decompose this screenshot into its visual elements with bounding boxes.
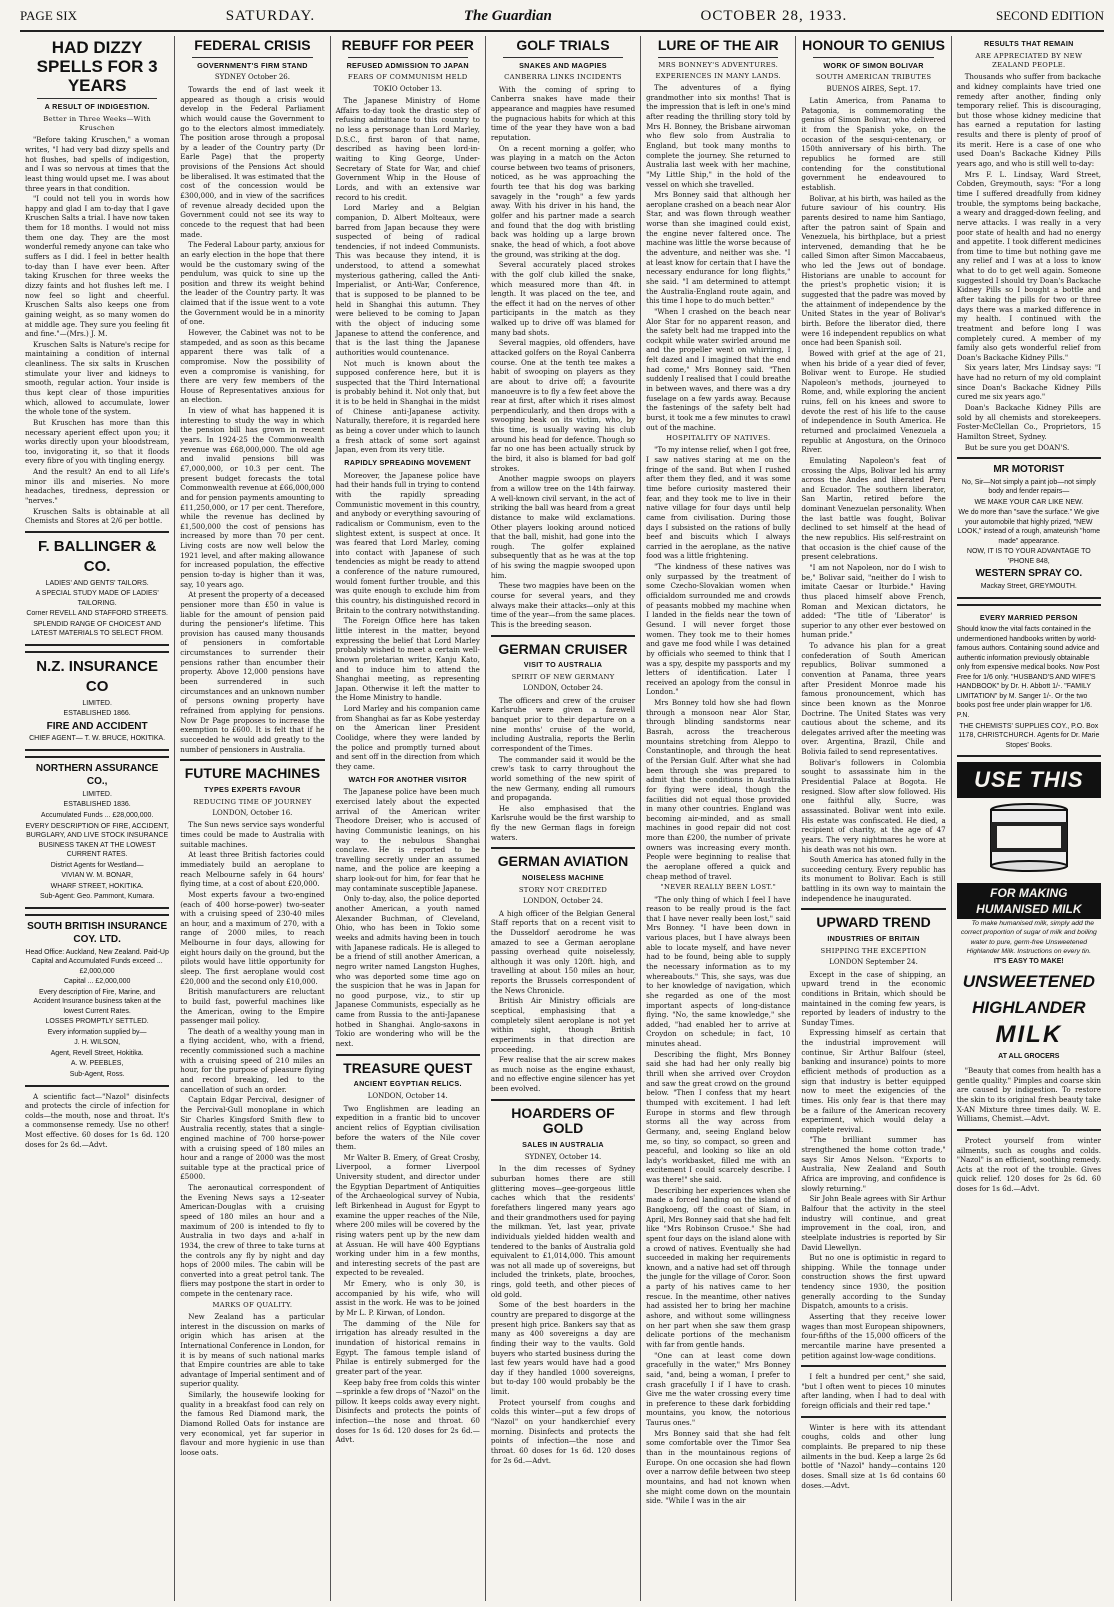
subheading: SOUTH AMERICAN TRIBUTES xyxy=(815,73,932,82)
paragraph: At least three British factories could immediately build an aeroplane to reach Melbourne safely in 64 hours' flying time, at a cost of about £20,000. xyxy=(180,850,325,889)
paragraph: Similarly, the housewife looking for quality in a breakfast food can rely on the famous Red Diamond mark, the Diamond Rolled Oats for instance are very economical, yet far superior in flavour and more hygienic in use than loose oats. xyxy=(180,1390,325,1457)
brand-name: MILK xyxy=(995,1020,1063,1048)
subheading: WATCH FOR ANOTHER VISITOR xyxy=(348,774,467,784)
paragraph: Bolivar, at his birth, was hailed as the future saviour of his country. His parents desired to name him Santiago, after the patron saint of Spain and Venezuela, his birthplace, but a priest intervened, demanding that he be called Simon after Simon Maccabaeus, who led the Jews out of bondage. Historians are unable to account for the priest's prophetic vision; it is suggested that the padre was moved by the attainment of independence by the United States in the year of Bolivar's birth. Before the liberator died, there were 16 independent republics on what once had been Spanish soil. xyxy=(801,193,946,348)
divider xyxy=(180,759,324,761)
ad-line: Every description of Fire, Marine, and Accident Insurance business taken at the lowest Current Rates. xyxy=(33,988,161,1015)
masthead-date: OCTOBER 28, 1933. xyxy=(700,8,848,24)
paragraph: Doan's Backache Kidney Pills are sold by all chemists and storekeepers. Foster-McClellan Co., Proprietors, 15 Hamilton Street, Sydney. xyxy=(956,403,1101,441)
ad-line: LADIES' AND GENTS' TAILORS. xyxy=(45,579,149,587)
paragraph: The Foreign Office here has taken little interest in the matter, beyond expressing the belief that Lord Marley probably wished to meet a certain well-known proletarian writer, Kanju Kato, and to induce him to attend the Shanghai meeting, as representing Japan. Otherwise it left the matter to the Home Ministry to handle. xyxy=(335,616,480,703)
paragraph: Mr Walter B. Emery, of Great Crosby, Liverpool, a former Liverpool University student, and director under the Egyptian Department of Antiquities of the Archaeological survey of Nubia, left Birkenhead in August for Egypt to examine the upper reaches of the Nile, where 200 miles will be covered by the rising waters pent up by the new dam at Assuan. He will have 400 Egyptians working under him in a few months, and interesting secrets of the past are expected to be revealed. xyxy=(335,1152,480,1278)
paragraph: Except in the case of shipping, an upward trend in the economic conditions in Britain, which should be maintained in the coming few years, is reported by leaders of industry to the Sunday Times. xyxy=(801,969,946,1027)
subheading: A RESULT OF INDIGESTION. xyxy=(44,102,150,112)
paragraph: Two Englishmen are leading an expedition in a frantic bid to uncover ancient relics of Egyptian civilisation before the waters of the Nile cover them. xyxy=(335,1103,480,1152)
article-body xyxy=(491,696,635,843)
dateline: LONDON, October 24. xyxy=(522,684,603,693)
ad-line: Every information supplied by— xyxy=(47,1028,147,1036)
subheading: SHIPPING THE EXCEPTION xyxy=(820,946,927,955)
paragraph: Mr Emery, who is only 30, is accompanied by his wife, who will assist in the work. He was to be joined by Mr L. P. Kirwan, of London. xyxy=(335,1279,480,1318)
subheading: HOSPITALITY OF NATIVES. xyxy=(666,434,771,443)
dateline: TOKIO October 13. xyxy=(373,84,442,93)
ad-line: Sub-Agent: Geo. Pammont, Kumara. xyxy=(39,893,155,901)
ad-line: Sub-Agent, Ross. xyxy=(69,1071,125,1078)
article-body xyxy=(180,85,324,754)
paragraph: Mrs Bonney told how she had flown through a monsoon near Alor Star, through blinding sandstorms near Basrah, across the treacherous mountains stretching from Aleppo to Constantinople, and through the heat of the Persian Gulf. After what she had been through she was prepared to admit that the conditions in Australia for flying were ideal, though the facilities did not equal those provided in many other countries. England was becoming air-minded, and as small machines in good repair did not cost more than £200, the number of private owners was increasing every month. People were beginning to realise that the aeroplane offered a quick and cheap method of travel. xyxy=(646,698,791,881)
ad-ballinger xyxy=(25,531,169,646)
paragraph: Captain Edgar Percival, designer of the Percival-Gull monoplane in which Sir Charles Kingsford Smith flew to Australia recently, states that a single-engined machine of 700 horse-power with a cruising speed of 180 miles an hour and a range of 2000 was the most suitable type at the practical price of £5000. xyxy=(180,1095,325,1182)
ad-line: A SPECIAL STUDY MADE OF LADIES' TAILORING. xyxy=(35,590,159,607)
subheading: Better in Three Weeks—With Kruschen xyxy=(43,114,152,133)
ad-line: NOW, IT IS TO YOUR ADVANTAGE TO 'PHONE 848, xyxy=(966,548,1091,565)
ad-line: LIMITED. xyxy=(82,790,112,798)
ad-line: LIMITED. xyxy=(82,699,112,707)
dateline: LONDON, October 24. xyxy=(522,897,603,906)
ad-western-spray xyxy=(957,457,1101,598)
column-3 xyxy=(331,36,486,1601)
paragraph: Bolivar's followers in Colombia sought to assassinate him in the Presidential Palace at Bogota. He resigned. Slow after slow followed. His one faithful ally, Sucre, was assassinated. Bolivar went into exile. His estate was confiscated. He died, a recipient of charity, at the age of 47 years. The very nightmares he wore at his death was not his own. xyxy=(801,757,946,854)
divider xyxy=(801,1365,945,1367)
paragraph: The officers and crew of the cruiser Karlsruhe were given a farewell banquet prior to their departure on a nine months' cruise of the world, including Australia, reports the Berlin correspondent of the Times. xyxy=(490,695,636,753)
paragraph: The Japanese Ministry of Home Affairs to-day took the drastic step of refusing admittance to this country to no less a personage than Lord Marley, D.S.C., first baron of that name, described as having been lord-in-waiting to King George, Under-Secretary of State for War, and chief Government Whip in the House of Lords, and with an extensive war record to his credit. xyxy=(335,96,480,202)
subheading: ANCIENT EGYPTIAN RELICS. xyxy=(353,1079,462,1089)
paragraph: Mrs Bonney said that although her aeroplane crashed on a beach near Alor Star, and was flown through weather worse than she imagined could exist, the engine never faltered once. The machine was little the worse because of the adventure, and neither was she. "I at least know for certain that I have the necessary endurance for long flights," she said. "I am determined to attempt the Australia-England route again, and this time I hope to do much better." xyxy=(646,190,791,306)
advertisement-text: Protect yourself from coughs and colds this winter—put a few drops of "Nazol" on your handkerchief every morning. Disinfects and protects the points of infection—the nose and throat. 60 doses for 1s 6d. 120 doses for 2s 6d.—Advt. xyxy=(490,1397,636,1465)
subheading: CANBERRA LINKS INCIDENTS xyxy=(504,73,622,82)
ad-line: Accumulated Funds ... £28,000,000. xyxy=(40,811,154,819)
headline-honour-to-genius: HONOUR TO GENIUS xyxy=(802,37,945,53)
headline-rebuff-for-peer: REBUFF FOR PEER xyxy=(341,37,474,53)
page-number: PAGE SIX xyxy=(20,8,77,23)
article-continuation: I felt a hundred per cent," she said, "but I often went to pieces 10 minutes after landing, when I had to deal with foreign officials and their red tape." xyxy=(801,1372,946,1411)
masthead xyxy=(20,8,1104,32)
paragraph: Describing the flight, Mrs Bonney said she had had her only really big thrill when she arrived over Croydon and saw the great crowd on the ground below. "Then I confess that my heart thumped with excitement. I had left Europe in storms and flew through storms all the way across from Germany, and, seeing England below me, so tiny, so compact, so green and peaceful, and looking so like an old lady's workbasket, filled me with an excitement I could scarcely describe. I was there!" she said. xyxy=(646,1049,791,1185)
masthead-day: SATURDAY. xyxy=(225,8,316,24)
article-body xyxy=(25,135,169,526)
subheading: EXPERIENCES IN MANY LANDS. xyxy=(655,71,781,80)
ad-line: Corner REVELL AND STAFFORD STREETS. xyxy=(26,610,168,618)
column-7 xyxy=(952,36,1106,1601)
subheading: REFUSED ADMISSION TO JAPAN xyxy=(346,60,469,70)
dateline: LONDON September 24. xyxy=(829,958,918,967)
paragraph: At present the property of a deceased pensioner more than £50 in value is liable for the amount of pension paid during the pensioner's lifetime. This provision has caused many thousands of pensioners in comfortable circumstances to surrender their pensions rather than encumber their property. Above 12,000 pensions have been surrendered in such circumstances and an unknown number of persons owning property have refrained from applying for pensions. Now Dr Page proposes to increase the exemption to £600. It is felt that if he succeeded he would add greatly to the number of pensioners in Australia. xyxy=(180,590,325,754)
ad-married-person xyxy=(957,604,1101,757)
paragraph: The commander said it would be the crew's task to carry throughout the world something of the new spirit of the new Germany, ending all rumours and propaganda. xyxy=(490,754,636,803)
paragraph: He also emphasised that the Karlsruhe would be the first warship to fly the new German flags in foreign waters. xyxy=(490,803,636,842)
dateline: BUENOS AIRES, Sept. 17. xyxy=(826,84,921,93)
paragraph: On a recent morning a golfer, who was playing in a match on the Acton course between two teams of prisoners, noticed, as he was approaching the fourth tee that his dog was barking savagely in the "rough" a few yards away. With his driver in his hand, the golfer and his partner made a search and found that the dog with bristling back was holding up a large brown snake, the head of which, a foot above the ground, was striking at the dog. xyxy=(490,143,636,259)
ad-highlander-milk xyxy=(957,762,1101,1061)
paragraph: Latin America, from Panama to Patagonia, is commemorating the genius of Simon Bolivar, who delivered it from the Spanish yoke, on the occasion of the sesqui-centenary, or 150th anniversary of his birth. The republics he formed are still contending for the constitutional government he endeavoured to establish. xyxy=(801,96,946,192)
article-body xyxy=(180,820,324,1298)
paragraph: These two magpies have been on the course for several years, and they always make their attacks—only at this time of the year—from the same places. This is the breeding season. xyxy=(490,581,636,629)
ad-company-name: SOUTH BRITISH INSURANCE COY. LTD. xyxy=(27,920,168,946)
ad-company-name: F. BALLINGER & CO. xyxy=(37,537,157,576)
paragraph: "The brilliant summer has strengthened the home cotton trade," says Sir Amos Nelson. "Exports to Australia, New Zealand and South Africa are improving, and confidence is slowly returning." xyxy=(801,1135,946,1193)
column-2 xyxy=(175,36,330,1601)
ad-line: FIRE AND ACCIDENT xyxy=(46,720,148,732)
ad-line: Capital ... £2,000,000 xyxy=(63,978,131,986)
ad-line: WE MAKE YOUR CAR LIKE NEW. xyxy=(974,498,1084,506)
paragraph: Some of the best hoarders in the country are prepared to disgorge at the present high price. Bankers say that as many as 400 sovereigns a day are finding their way to the vaults. Gold buyers who started business during the last few years would have had a good day if they handled 1000 sovereigns, but to-day 100 would probably be the limit. xyxy=(490,1300,636,1397)
ad-line: No, Sir—Not simply a paint job—not simply body and fender repairs— xyxy=(961,478,1096,496)
ad-line: To make humanised milk, simply add the correct proportion of sugar of milk and boiling water to pure, germ-free Unsweetened Highlander Milk. Instructions on every tin. xyxy=(960,920,1097,955)
subheading: STORY NOT CREDITED xyxy=(518,885,608,894)
article-body xyxy=(180,1312,324,1458)
paragraph: To advance his plan for a great confederation of South American republics, Bolivar summoned a convention at Panama, three years after President Monroe made his famous pronouncement, which has since been known as the Monroe Doctrine. The United States was very cautious about the scheme, and its delegates arrived after the meeting was over. Argentina, Brazil, Chile and Bolivia failed to send representatives. xyxy=(801,641,946,757)
ad-line: Agent, Revell Street, Hokitika. xyxy=(50,1049,144,1057)
divider xyxy=(192,57,312,58)
article-body xyxy=(646,445,790,881)
article-body xyxy=(491,85,635,630)
article-body xyxy=(336,1104,480,1377)
article-body xyxy=(491,909,635,1094)
paragraph: "One can at least come down gracefully in the water," Mrs Bonney said, "and, being a woman, I prefer to crash gracefully I if I have to crash. Give me the water crossing every time in preference to these dark forbidding mountains, you know, the notorious Taurus ones." xyxy=(646,1350,791,1428)
dateline: LONDON, October 16. xyxy=(212,808,293,817)
advertisement-text: Keep baby free from colds this winter—sprinkle a few drops of "Nazol" on the pillow. It keeps colds away every night. Disinfects and protects the points of infection—the nose and throat. 60 doses for 1s 6d. 120 doses for 2s 6d.—Advt. xyxy=(335,1377,480,1445)
advertisement-text: A scientific fact—"Nazol" disinfects and protects the circle of infection for colds—the mouth, nose and throat. It's a commonsense remedy. Use no other! Most effective. 60 doses for 1s 6d. 120 doses for 2s 6d.—Advt. xyxy=(25,1091,170,1149)
divider xyxy=(37,98,157,99)
paragraph: But Kruschen has more than this necessary aperient effect upon you; it works directly upon your bloodstream, too, invigorating it, so that it floods every fibre of you with tingling energy. xyxy=(25,417,170,466)
divider xyxy=(491,635,635,637)
paragraph: British manufacturers are reluctant to build fast, powerful machines like the American, owing to the Empire passenger mail policy. xyxy=(180,987,325,1026)
paragraph: Thousands who suffer from backache and kidney complaints have tried one remedy after another, finding only temporary relief. This is discouraging, but those whose kidney medicine that has earned a reputation for lasting results and there is plenty of proof of its merit. Here is a case of one who used Doan's Backache Kidney Pills years ago, and who is still well to-day: xyxy=(956,72,1101,169)
dateline: LONDON, October 14. xyxy=(367,1092,448,1101)
subheading: INDUSTRIES OF BRITAIN xyxy=(827,934,920,944)
paragraph: And the result? An end to all Life's minor ills and miseries. No more headaches, tiredness, depression or "nerves." xyxy=(25,467,170,506)
headline-treasure-quest: TREASURE QUEST xyxy=(343,1059,473,1076)
paragraph: Kruschen Salts is Nature's recipe for maintaining a condition of internal cleanliness. The six salts in Kruschen stimulate your liver and kidneys to smooth, regular action. Your inside is thus kept clear of those impurities which, allowed to accumulate, lower the whole tone of the system. xyxy=(25,339,170,417)
divider xyxy=(801,908,945,910)
ad-line: A. W. PEEBLES, xyxy=(70,1060,124,1068)
paragraph: Several magpies, old offenders, have attacked golfers on the Royal Canberra course. One at the tenth tee makes a habit of swooping on players as they are about to drive off; a favourite manoeuvre is to fly a few feet above the rear at first, after which it rises almost perpendicularly, and then drops with a swooping beak on its victim, who, by this time, is usually waving his club around his head for defence. Though so far no one has been actually struck by the bird, it also is blamed for bad golf strokes. xyxy=(490,338,636,473)
paragraph: Bowed with grief at the age of 21, when his bride of a year died of fever, Bolivar went to Europe. He studied Napoleon's methods, journeyed to Rome, and, while exploring the ancient ruins, fell on his knees and swore to devote the rest of his life to the cause of independence in South America. He returned and proclaimed Venezuela a republic at Angostura, on the Orinoco River. xyxy=(801,348,946,455)
subheading: NOISELESS MACHINE xyxy=(522,873,604,883)
paragraph: "I am not Napoleon, nor do I wish to be," Bolivar said, "neither do I wish to imitate Caesar or Iturbide." Having thus placed himself above French, Roman and Mexican dictators, he added: "The title of 'Liberator' is superior to any other ever bestowed on human pride." xyxy=(801,562,946,640)
headline-hoarders-of-gold: HOARDERS OF GOLD xyxy=(511,1104,615,1137)
paragraph: The Japanese police have been much exercised lately about the expected arrival of the American writer Theodore Dreiser, who is accused of having Communistic leanings, on his way to the nebulous Shanghai conclave. He is reported to be travelling secretly under an assumed name, and the police are keeping a sharp look-out for him, for fear that he may contaminate susceptible Japanese. xyxy=(335,787,480,893)
paragraph: "The only thing of which I feel I have reason to be really proud is the fact that I have never really been lost," said Mrs Bonney. "I have been down in various places, but I have always been able to locate myself, and have never had to be found, being able to supply the necessary information as to my whereabouts." This, she says, was due to her knowledge of navigation, which she regarded as one of the most important aspects of long-distance flying. "No, the same knowledge," she added, "had enabled her to arrive at Croydon on schedule; in fact, 10 minutes ahead. xyxy=(646,894,791,1049)
headline-golf-trials: GOLF TRIALS xyxy=(516,37,610,53)
divider xyxy=(336,1054,480,1056)
paragraph: "The kindness of these natives was only surpassed by the treatment of some Czecho-Slovakian women when officialdom surrounded me and crowds of peasants mobbed my machine when I landed in the fields near the town of Gesund. I will never forget those women. They took me to their homes and gave me food while I was detained by officials who seemed to think that I was a spy, despite my passports and my letters of identification. Later I received an apology from the consul in London." xyxy=(646,562,791,697)
ad-line: IT'S EASY TO MAKE! xyxy=(993,958,1064,966)
column-6 xyxy=(796,36,951,1601)
ad-northern-assurance xyxy=(25,756,169,909)
edition-label: SECOND EDITION xyxy=(996,8,1104,23)
advertisement-text: Protect yourself from winter ailments, such as coughs and colds. "Nazol" is an efficient, soothing remedy. Acts at the root of the trouble. Gives quick relief. 120 doses for 2s 6d. 60 doses for 1s 6d.—Advt. xyxy=(956,1135,1101,1194)
paragraph: The adventures of a flying grandmother into six months! That is the impression that is left in one's mind after reading the thrilling story told by Mrs H. Bonney, the Brisbane airwoman who flew solo from Australia to England, but took many months to complete the journey. She returned to Australia last week with her machine, "My Little Ship," in the hold of the vessel on which she travelled. xyxy=(646,83,791,189)
ad-line: CHIEF AGENT— T. W. BRUCE, HOKITIKA. xyxy=(29,735,166,743)
headline-lure-of-the-air: LURE OF THE AIR xyxy=(657,37,779,53)
paragraph: But no one is optimistic in regard to shipping. While the tonnage under construction shows the first upward tendency since 1930, the position generally according to the Sunday Dispatch, amounts to a crisis. xyxy=(801,1253,946,1311)
paragraph: Towards the end of last week it appeared as though a crisis would develop in the Federal Parliament which would cause the Government to go to the electors almost immediately. The position arose through a proposal by a leader of the Country party (Dr Earle Page) that the property provisions of the Pensions Act should be liberalised. It was estimated that the cost of the concession would be £300,000, and in view of the sacrifices of revenue already decided upon the Government could not see its way to concede to the request that had been made. xyxy=(180,84,325,239)
ad-line: Should know the vital facts contained in the undermentioned handbooks written by world-famous authors. Containing sound advice and authentic information previously obtainable only from expensive medical books. Now Post Free for 1/6 only. "HUSBAND'S AND WIFE'S HANDBOOK" by Dr. H. Abbott 1/-. "FAMILY LIMITATION" by M. Sanger 1/-. Or the two books post free under plain wrapper for 1/6. P.N. xyxy=(956,626,1100,719)
headline-federal-crisis: FEDERAL CRISIS xyxy=(194,37,311,53)
ad-company-name: WESTERN SPRAY CO. xyxy=(975,568,1083,580)
paragraph: South America has atoned fully in the succeeding century. Every republic has its monument to Bolivar. Each is still battling in its own way to maintain the independence he inaugurated. xyxy=(801,855,946,903)
paragraph: British Air Ministry officials are sceptical, emphasising that a completely silent aeroplane is not yet within sight, though British experiments in that direction are proceeding. xyxy=(490,996,636,1054)
subheading: SALES IN AUSTRALIA xyxy=(522,1140,604,1150)
headline-dizzy-spells: HAD DIZZY SPELLS FOR 3 YEARS xyxy=(36,38,158,96)
paragraph: The Federal Labour party, anxious for an early election in the hope that there would be the customary swing of the pendulum, was quick to sine up the position and threw its weight behind the leader of the Country party. It was claimed that if the issue went to a vote the Government would be in a minority of one. xyxy=(180,240,325,327)
article-body xyxy=(957,72,1101,452)
article-body xyxy=(491,1164,635,1396)
subheading: SPIRIT OF NEW GERMANY xyxy=(511,673,615,682)
headline-future-machines: FUTURE MACHINES xyxy=(184,765,321,782)
ad-line: We do more than "save the surface." We give your automobile that highly prized, "NEW LOOK," instead of a rough, amateurish "home made" appearance. xyxy=(957,509,1100,545)
ad-title: MR MOTORIST xyxy=(993,464,1065,476)
ad-line: ESTABLISHED 1866. xyxy=(63,710,131,718)
article-body xyxy=(646,83,790,432)
article-body xyxy=(336,471,480,772)
paragraph: "To my intense relief, when I got free, I saw natives staring at me on the fringe of the sand. But when I rushed after them they fled, and it was some time before curiosity mastered their fear, and they took me to live in their native village for four days until help came from civilisation. During those days I subsisted on the rations of bully beef and biscuits which I always carried in the aeroplane, as the native food was a little frightening. xyxy=(646,445,791,561)
paragraph: The Sun news service says wonderful times could be made to Australia with suitable machines. xyxy=(180,820,325,849)
ad-south-british xyxy=(25,914,169,1087)
ad-title: EVERY MARRIED PERSON xyxy=(979,612,1078,622)
headline-german-aviation: GERMAN AVIATION xyxy=(497,853,629,870)
divider xyxy=(503,57,623,58)
ad-line: Head Office: Auckland, New Zealand. Paid-Up Capital and Accumulated Funds exceed ... £2,000,000 xyxy=(25,948,169,975)
ad-company-name: NORTHERN ASSURANCE CO., xyxy=(35,762,159,788)
ad-banner: USE THIS xyxy=(957,762,1101,798)
brand-name: HIGHLANDER xyxy=(972,997,1086,1017)
column-4 xyxy=(486,36,641,1601)
ad-line: Mackay Street, GREYMOUTH. xyxy=(980,583,1077,591)
advertisement-text: "Beauty that comes from health has a gentle quality." Pimples and coarse skin are caused by indigestion. To restore the skin to its original fresh beauty take X-AN Mixture three times daily. W. E. Williams, Chemist.—Advt. xyxy=(956,1066,1101,1124)
ad-nz-insurance xyxy=(25,651,169,751)
divider xyxy=(801,1416,945,1418)
paragraph: The aeronautical correspondent of the Evening News says a 12-seater American-Douglas with a cruising speed of 180 miles an hour and a maximum of 200 is intended to fly to Australia in two days and a-half in 1934, the crew of three to take turns at the controls any fly by night and day hops of 2000 miles. The cabin will be converted into a great petrol tank. The fliers may postpone the start in order to compete in the centenary race. xyxy=(180,1183,325,1299)
article-body xyxy=(336,787,480,1048)
brand-name: UNSWEETENED xyxy=(962,971,1095,991)
paragraph: Expressing himself as certain that the industrial improvement will continue, Sir Arthur Balfour (steel, banking and insurance) points to more efficient methods of production as a sign that industry is better equipped now to meet the exigencies of the times. His only fear is that there may be a failure of the American recovery experiment, which would delay a complete revival. xyxy=(801,1028,946,1134)
paragraph: "Before taking Kruschen," a woman writes, "I had very bad dizzy spells and hot flushes, bad spells of indigestion, and I was so nervous at times that the least thing would upset me. I was about three years in that condition. xyxy=(25,135,170,193)
subheading: RAPIDLY SPREADING MOVEMENT xyxy=(344,457,472,467)
ad-line: ESTABLISHED 1836. xyxy=(63,801,131,809)
paragraph: Six years later, Mrs Lindsay says: "I have had no return of my old complaint since Doan's Backache Kidney Pills cured me six years ago." xyxy=(956,363,1101,402)
subheading: WORK OF SIMON BOLIVAR xyxy=(823,60,924,70)
paragraph: Kruschen Salts is obtainable at all Chemists and Stores at 2/6 per bottle. xyxy=(25,506,170,526)
subheading: ARE APPRECIATED BY NEW ZEALAND PEOPLE. xyxy=(975,51,1083,70)
ad-line: LOSSES PROMPTLY SETTLED. xyxy=(45,1018,149,1026)
paragraph: The death of a wealthy young man in a flying accident, who, with a friend, recently commissioned such a machine with a cruising speed of 210 miles an hour, for the purpose of pleasure flying and record breaking, led to the cancellation of such an order. xyxy=(180,1026,325,1094)
paragraph: Only to-day, also, the police deported another American, a youth named Alexander Buchman, of Cleveland, Ohio, who has been in Tokio some weeks and admits having been in touch with Japanese radicals. He is alleged to be a friend of still another American, a negro writer named Langston Hughes, who was deported some time ago on the suspicion that he was in Japan for no good purpose, viz., to stir up Japanese Communists, especially as he came from Russia to the anti-Japanese hotbed in Shanghai. Anglo-saxons in Tokio are wondering who will be the next. xyxy=(335,894,480,1048)
ad-line: THE CHEMISTS' SUPPLIES COY., P.O. Box 1178, CHRISTCHURCH. Agents for Dr. Marie Stopes' Books. xyxy=(958,722,1100,749)
divider xyxy=(491,1099,635,1101)
paragraph: A high officer of the Belgian General Staff reports that on a recent visit to the Dusseldorf aerodrome he was amazed to see a German aeroplane passing overhead quite noiselessly, although it was only 120ft. high, and travelling at about 150 miles an hour, reports the Brussels correspondent of the News Chronicle. xyxy=(490,908,636,995)
paragraph: Not much is known about the supposed conference here, but it is suspected that the Third International is probably behind it. Not only that, but it is to be held in Shanghai in the midst of Chinese anti-Japanese activity. Naturally, therefore, it is regarded here as being a cover under which to launch a fresh attack of some sort against Japan, even from its very title. xyxy=(335,358,480,455)
dateline: SYDNEY, October 14. xyxy=(524,1152,602,1161)
paragraph: But be sure you get DOAN'S. xyxy=(964,442,1070,452)
article-body xyxy=(801,96,945,903)
newspaper-title: The Guardian xyxy=(463,8,552,24)
milk-tin-icon xyxy=(983,802,1075,872)
paragraph: Moreover, the Japanese police have had their hands full in trying to contend with the rapidly spreading Communistic movement in this country, and anybody or everything savouring of radicalism or Communism, even to the slightest extent, is suspect at once. It was feared that Lord Marley, coming into contact with Japanese of such tendencies as might be ready to attend a conference of the nature rumoured, would foment further trouble, and this was quite enough to exclude him from this country, his distinguished record in Britain to the contrary notwithstanding. xyxy=(335,470,480,615)
dateline: SYDNEY October 26. xyxy=(214,73,290,82)
paragraph: Sir John Beale agrees with Sir Arthur Balfour that the activity in the steel industry will continue, and great improvement in the coal, iron, and steelplate industries is reported by Sir David Llewellyn. xyxy=(801,1194,946,1252)
ad-line: District Agents for Westland— xyxy=(50,861,144,869)
advertisement-text: Winter is here with its attendant coughs, colds and other lung complaints. Be prepared to nip these ailments in the bud. Keep a large 2s 6d bottle of "Nazol" handy—contains 120 doses. Small size at 1s 6d contains 60 doses.—Advt. xyxy=(801,1422,946,1490)
column-1 xyxy=(20,36,175,1601)
subheading: MRS BONNEY'S ADVENTURES. xyxy=(658,60,779,69)
subheading: GOVERNMENT'S FIRM STAND xyxy=(197,60,308,70)
paragraph: In the dim recesses of Sydney suburban homes there are still glittering moves—gee-gorgeous little caches which that the residents' forefathers lingered many years ago and their grandmothers used for paying the milkman. Yet, last year, private individuals yielded hidden wealth and tendered to the banks of Australia gold equivalent to £1,014,000. This amount was not all made up of sovereigns, but included the trinkets, plate, brooches, rings, gold teeth, and other pieces of old gold. xyxy=(490,1164,636,1299)
headline-results-that-remain: RESULTS THAT REMAIN xyxy=(983,39,1074,48)
headline-upward-trend: UPWARD TREND xyxy=(816,914,931,931)
ad-line: J. H. WILSON, xyxy=(74,1039,121,1047)
paragraph: Lord Marley and a Belgian companion, D. Albert Molteaux, were barred from Japan because they were suspected of being of radical tendencies, if not indeed Communists. This was because they intend, it is understood, to attend a somewhat mysterious gathering, called the Anti-Imperialist, or Anti-War, Conference, that is supposed to be planned to be held in Shanghai this autumn. They were believed to be coming to Japan with the object of inducing some Japanese to attend the conference, and that is the last thing the Japanese authorities would countenance. xyxy=(335,203,480,357)
ad-slogan: FOR MAKING HUMANISED MILK xyxy=(957,883,1101,920)
paragraph: In view of what has happened it is interesting to study the way in which the pension bill has grown in recent years. In 1924-25 the Commonwealth revenue was £68,000,000. The old age and invalid pensions bill was £7,000,000, or 10.3 per cent. The present budget forecasts the total Commonwealth revenue at £66,000,000 and for pension payments amounting to £11,250,000, or 17 per cent. Therefore, while the revenue has declined by £1,500,000 the cost of pensions has increased by more than 70 per cent. Living costs are now well below the 1921 level, and after making allowance for increased population, the effective pension to-day is higher than it was, say, 10 years ago. xyxy=(180,406,325,589)
paragraph: New Zealand has a particular interest in the discussion on marks of origin which has arisen at the International Conference in London, for it is by means of such national marks that Empire countries are able to take advantage of Imperial sentiment and of superior quality. xyxy=(180,1312,325,1389)
paragraph: "I could not tell you in words how happy and glad I am to-day that I gave Kruschen Salts a trial. I have now taken them for 18 months. I would not miss them one day. They are the most wonderful remedy anyone can take who suffers as I did. I feel in better health to-day than I have ever been. After taking Kruschen for three weeks the dizzy faints and hot flushes left me. I now feel so light and cheerful. Kruschen Salts also keeps one from gaining weight, as so many women do at middle age. They sure you feeling fit and fine."—(Mrs.) J. M. xyxy=(25,194,170,339)
ad-line: SPLENDID RANGE OF CHOICEST AND LATEST MATERIALS TO SELECT FROM. xyxy=(31,620,164,638)
subheading: FEARS OF COMMUNISM HELD xyxy=(347,73,468,82)
ad-company-name: N.Z. INSURANCE CO xyxy=(36,657,158,696)
subheading: MARKS OF QUALITY. xyxy=(212,1300,293,1309)
divider xyxy=(813,57,933,58)
divider xyxy=(658,57,778,58)
divider xyxy=(957,1129,1101,1131)
paragraph: Several accurately placed strokes with the golf club killed the snake, which measured more than 4ft. in length. It was placed on the tee, and the effect it had on the nerves of other participants in the match as they walked up to drive off was blamed for many bad shots. xyxy=(490,260,636,337)
columns xyxy=(20,36,1106,1601)
paragraph: "When I crashed on the beach near Alor Star for no apparent reason, and the safety belt had me trapped into the cockpit while water swirled around me and the propeller went on whirring, I felt dazed and I imagined that the end had come," Mrs Bonney said. "Then suddenly I realised that I could breathe in between waves, and there was a dry fuselage on a few yards away. Because the fastenings of the safety belt had burst, it took me a few minutes to crawl out of the machine. xyxy=(646,306,791,432)
subheading: SNAKES AND MAGPIES xyxy=(519,60,607,70)
article-body xyxy=(801,970,945,1361)
paragraph: Lord Marley and his companion came from Shanghai as far as Kobe yesterday on the American liner President Coolidge, where they were landed by the police and promptly turned about and sent off in the direction from which they came. xyxy=(335,704,480,771)
ad-line: EVERY DESCRIPTION OF FIRE, ACCIDENT, BURGLARY, AND LIVE STOCK INSURANCE BUSINESS TAKEN AT THE LOWEST CURRENT RATES. xyxy=(25,822,169,859)
article-body xyxy=(646,895,790,1506)
paragraph: Most experts favour a two-engined (each of 400 horse-power) two-seater with a cruising speed of 230-40 miles an hour, and a maximum of 270, with a range of 2000 miles, to reach Melbourne in four days, allowing for eight hours daily on the ground, but the pilots would have little opportunity for sleep. The first aeroplane would cost £20,000 and the second only £10,000. xyxy=(180,889,325,986)
subheading: REDUCING TIME OF JOURNEY xyxy=(193,797,312,806)
ad-line: WHARF STREET, HOKITIKA. xyxy=(50,882,144,890)
paragraph: Few realise that the air screw makes as much noise as the engine exhaust, and no effective engine silencer has yet been evolved. xyxy=(490,1055,636,1094)
subheading: TYPES EXPERTS FAVOUR xyxy=(204,784,301,794)
subheading: "NEVER REALLY BEEN LOST." xyxy=(660,883,777,892)
subheading: VISIT TO AUSTRALIA xyxy=(523,660,603,670)
paragraph: However, the Cabinet was not to be stampeded, and as soon as this became apparent there was talk of a compromise. Now the possibility of even a compromise is vanishing, for there are very few members of the House of Representatives anxious for an election. xyxy=(180,327,325,405)
divider xyxy=(348,57,468,58)
article-body xyxy=(336,96,480,455)
ad-line: VIVIAN W. M. BONAR, xyxy=(61,872,133,880)
paragraph: Mrs Bonney said that she had felt some comfortable over the Timor Sea than in the mountainous regions of Europe. On one occasion she had flown over a narrow defile between two steep mountains, and had not known when she might come down on the mountain side. "While I was in the air xyxy=(646,1428,791,1506)
paragraph: With the coming of spring to Canberra snakes have made their appearance and magpies have resumed the pugnacious habits for which at this time of the year they have won a bad reputation. xyxy=(490,84,636,142)
paragraph: Describing her experiences when she made a forced landing on the island of Bangkoeng, off the coast of Siam, in April, Mrs Bonney said that she had felt like "Mrs Robinson Crusoe." She had spent four days on the island alone with a crowd of natives. Eventually she had succeeded in making her requirements known, and a native had set off through the jungle for the village of Coror. Soon a party of his natives came to her rescue. In the meantime, other natives had assisted her to bring her machine ashore, and without some willingness on her part when she saw them grasp delicate portions of the mechanism with far from gentle hands. xyxy=(646,1185,791,1349)
paragraph: The damming of the Nile for irrigation has already resulted in the inundation of historical remains in Egypt. The famous temple island of Philae is entirely submerged for the greater part of the year. xyxy=(335,1318,480,1376)
paragraph: Another magpie swoops on players from a willow tree on the 14th fairway. A well-known civil servant, in the act of striking the ball was heard from a great distance to make wild exclamations. Other players looking around noticed that the ball, mishit, had gone into the rough. The golfer explained subsequently that as he was at the top of his swing the magpie swooped upon him. xyxy=(490,474,636,580)
headline-german-cruiser: GERMAN CRUISER xyxy=(498,640,628,657)
paragraph: Emulating Napoleon's feat of crossing the Alps, Bolivar led his army across the Andes and liberated Peru and Ecuador. The southern liberator, San Martin, retired before the dominant Venezuelan personality. When the last battle was fought, Bolivar declined to set himself at the head of the new republics. His self-restraint on that occasion is the chief cause of the present celebrations. xyxy=(801,455,946,562)
column-5 xyxy=(641,36,796,1601)
paragraph: Mrs F. L. Lindsay, Ward Street, Cobden, Greymouth, says: "For a long time I suffered dreadfully from kidney trouble, the symptoms being backache, a weary and dragged-down feeling, and nerve attacks. I was really in a very poor state of health and had no energy and appetite. I took different medicines from time to time but nothing gave me any relief and I was at a loss to know what to do to get well again. Someone suggested I should try Doan's Backache Kidney Pills so I bought a bottle and after taking the pills for two or three days there was a marked difference in my health. I continued with the treatment and before long I was completely cured. A member of my family also gets wonderful relief from Doan's Backache Kidney Pills." xyxy=(956,169,1101,362)
paragraph: Asserting that they receive lower wages than most European shipowners, four-fifths of the 15,000 officers of the mercantile marine have presented a petition against low-wage conditions. xyxy=(801,1312,946,1360)
ad-line: AT ALL GROCERS xyxy=(998,1052,1060,1060)
divider xyxy=(491,847,635,849)
